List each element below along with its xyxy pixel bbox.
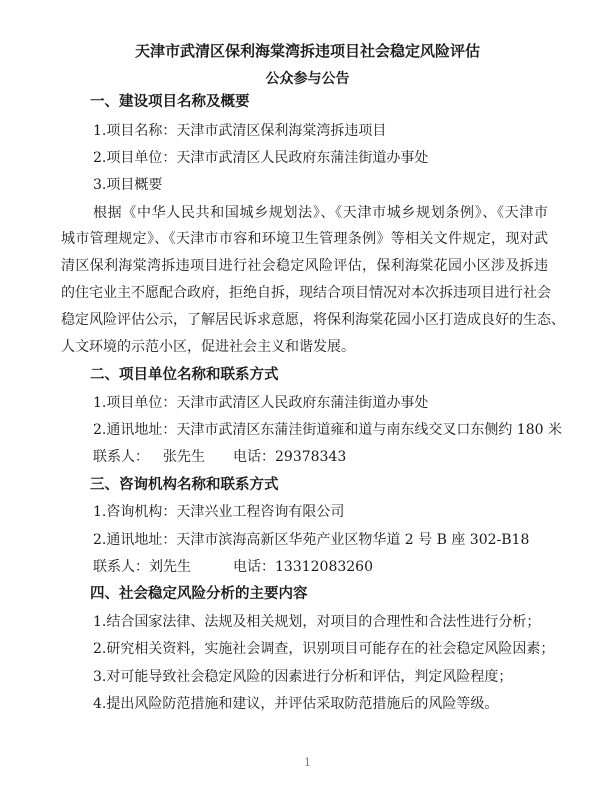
document-title: 天津市武清区保利海棠湾拆违项目社会稳定风险评估: [134, 42, 480, 60]
section-heading: 一、建设项目名称及概要: [90, 94, 250, 110]
contact-line: [93, 560, 373, 574]
document-subtitle: 公众参与公告: [265, 71, 350, 87]
section-heading: 三、咨询机构名称和联系方式: [90, 477, 279, 493]
contact-person: 张先生: [163, 449, 205, 465]
paragraph-line: 的住宅业主不愿配合政府，拒绝自拆，现结合项目情况对本次拆违项目进行社会: [61, 285, 551, 301]
contact-line: [93, 450, 346, 464]
paragraph-line: 城市管理规定》、《天津市市容和环境卫生管理条例》等相关文件规定，现对武: [61, 231, 548, 247]
list-item: 1.咨询机构：天津兴业工程咨询有限公司: [93, 504, 345, 520]
paragraph-line: 清区保利海棠湾拆违项目进行社会稳定风险评估，保利海棠花园小区涉及拆违: [61, 258, 548, 274]
contact-person-label: 联系人：: [93, 559, 149, 575]
list-item: 1.项目单位：天津市武清区人民政府东蒲洼街道办事处: [93, 395, 429, 411]
contact-phone-label: 电话：: [233, 449, 275, 465]
list-item: 2.研究相关资料，实施社会调查，识别项目可能存在的社会稳定风险因素；: [93, 641, 555, 657]
paragraph-line: 人文环境的示范小区，促进社会主义和谐发展。: [61, 339, 355, 355]
paragraph-line: 根据《中华人民共和国城乡规划法》、《天津市城乡规划条例》、《天津市: [93, 205, 548, 221]
list-item: 3.对可能导致社会稳定风险的因素进行分析和评估，判定风险程度；: [93, 669, 513, 685]
section-heading: 四、社会稳定风险分析的主要内容: [90, 586, 308, 602]
contact-person: 刘先生: [149, 559, 191, 575]
list-item: 1.项目名称：天津市武清区保利海棠湾拆违项目: [93, 123, 387, 139]
contact-phone: 13312083260: [275, 559, 373, 575]
list-item: 3.项目概要: [93, 177, 163, 193]
paragraph-line: 稳定风险评估公示，了解居民诉求意愿，将保利海棠花园小区打造成良好的生态、: [61, 312, 565, 328]
page-number: 1: [304, 756, 311, 769]
list-item: 2.项目单位：天津市武清区人民政府东蒲洼街道办事处: [93, 150, 429, 166]
contact-phone: 29378343: [275, 449, 347, 465]
contact-person-label: 联系人：: [93, 449, 149, 465]
list-item: 4.提出风险防范措施和建议，并评估采取防范措施后的风险等级。: [93, 696, 499, 712]
list-item: 1.结合国家法律、法规及相关规划，对项目的合理性和合法性进行分析；: [93, 614, 541, 630]
section-heading: 二、项目单位名称和联系方式: [90, 367, 279, 383]
contact-phone-label: 电话：: [233, 559, 275, 575]
list-item: 2.通讯地址：天津市滨海高新区华苑产业区物华道 2 号 B 座 302-B18: [93, 532, 530, 548]
list-item: 2.通讯地址：天津市武清区东蒲洼街道雍和道与南东线交叉口东侧约 180 米: [93, 422, 562, 438]
